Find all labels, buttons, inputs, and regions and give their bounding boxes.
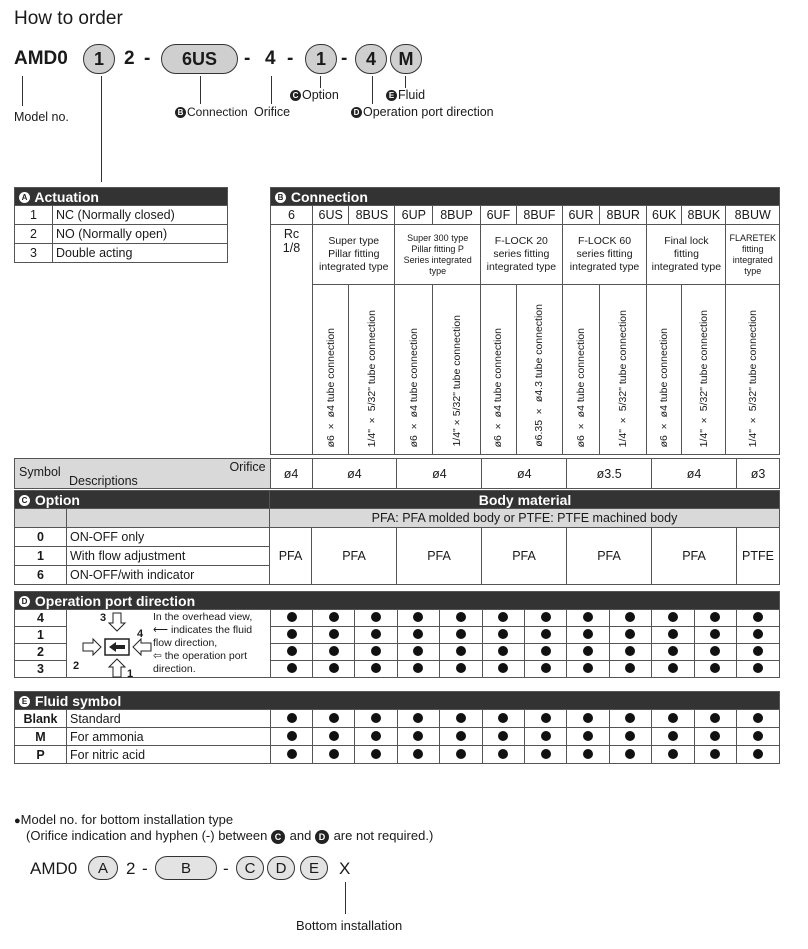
available-dot [668, 646, 678, 656]
table-cell: Super type Pillar fitting integrated type [313, 225, 395, 285]
available-dot [456, 612, 466, 622]
table-cell: 6UF [480, 206, 516, 225]
table-cell: 2 [15, 225, 53, 244]
available-dot [456, 629, 466, 639]
bottom-b: B [155, 856, 217, 880]
option-header: C Option [15, 491, 270, 509]
available-dot [541, 646, 551, 656]
available-dot [498, 713, 508, 723]
table-cell: ø4 [270, 459, 312, 489]
letter-a-icon: A [19, 192, 30, 203]
table-cell: 1/4" × 5/32" tube connection [746, 309, 759, 447]
table-cell: 1 [15, 547, 67, 566]
bottom-e: E [300, 856, 328, 880]
available-dot [668, 749, 678, 759]
table-cell: 1 [15, 206, 53, 225]
table-cell: 1/4"×5/32" tube connection [450, 315, 463, 447]
available-dot [541, 731, 551, 741]
available-dot [371, 629, 381, 639]
table-cell: NO (Normally open) [53, 225, 228, 244]
model-code [14, 44, 454, 74]
material-cell: PFA [652, 528, 737, 585]
available-dot [710, 663, 720, 673]
available-dot [668, 663, 678, 673]
body-note: PFA: PFA molded body or PTFE: PTFE machined body [270, 509, 780, 528]
table-cell: F-LOCK 20 series fitting integrated type [480, 225, 562, 285]
available-dot [753, 629, 763, 639]
bottom-note-2: (Orifice indication and hyphen (-) between C and D are not required.) [26, 828, 434, 843]
available-dot [329, 646, 339, 656]
available-dot [287, 646, 297, 656]
table-cell: For nitric acid [67, 746, 271, 764]
available-dot [329, 731, 339, 741]
table-cell: 6UR [562, 206, 599, 225]
table-cell: Final lock fitting integrated type [647, 225, 726, 285]
port-2-label: 2 [73, 660, 80, 672]
bottom-a: A [88, 856, 118, 880]
port-1-label: 1 [127, 668, 134, 680]
available-dot [329, 629, 339, 639]
actuation-table [14, 187, 228, 263]
available-dot [668, 713, 678, 723]
table-cell: 2 [15, 644, 67, 661]
letter-c-icon: C [290, 90, 301, 101]
group-row [271, 225, 780, 285]
orifice-table [14, 458, 780, 489]
table-cell: Blank [15, 710, 67, 728]
table-cell: ON-OFF only [67, 528, 270, 547]
available-dot [625, 663, 635, 673]
table-cell: ø4 [312, 459, 397, 489]
available-dot [668, 612, 678, 622]
hyphen: - [287, 48, 294, 69]
available-dot [583, 713, 593, 723]
table-cell: 8BUF [516, 206, 562, 225]
available-dot [456, 646, 466, 656]
table-cell: P [15, 746, 67, 764]
available-dot [583, 749, 593, 759]
page-title: How to order [14, 8, 123, 29]
table-cell: For ammonia [67, 728, 271, 746]
table-cell: Standard [67, 710, 271, 728]
table-cell: 3 [15, 661, 67, 678]
available-dot [541, 663, 551, 673]
table-cell: ø3.5 [567, 459, 652, 489]
table-cell: 4 [15, 610, 67, 627]
available-dot [498, 646, 508, 656]
material-cell: PTFE [737, 528, 780, 585]
letter-c-icon: C [19, 495, 30, 506]
available-dot [625, 629, 635, 639]
table-cell: ø6 × ø4 tube connection [324, 327, 337, 447]
table-cell: 8BUR [600, 206, 647, 225]
table-cell: Rc 1/8 [271, 225, 313, 455]
available-dot [753, 731, 763, 741]
available-dot [287, 612, 297, 622]
direction-note: In the overhead view, ⟵ indicates the fluid flow direction, ⇦ the operation port direction. [153, 611, 253, 675]
letter-b-icon: B [275, 192, 286, 203]
available-dot [371, 713, 381, 723]
available-dot [371, 749, 381, 759]
available-dot [329, 612, 339, 622]
available-dot [753, 646, 763, 656]
table-cell: ø6 × ø4 tube connection [492, 327, 505, 447]
table-cell: 1/4" × 5/32" tube connection [697, 309, 710, 447]
orifice-digit: 2 [124, 48, 135, 69]
direction-callout: D Operation port direction [351, 105, 494, 119]
actuation-code: 1 [83, 44, 115, 74]
available-dot [753, 663, 763, 673]
available-dot [753, 749, 763, 759]
table-cell: 3 [15, 244, 53, 263]
available-dot [287, 749, 297, 759]
table-cell: ø6 × ø4 tube connection [407, 327, 420, 447]
available-dot [413, 646, 423, 656]
available-dot [498, 749, 508, 759]
available-dot [413, 612, 423, 622]
table-cell: ø6 × ø4 tube connection [658, 327, 671, 447]
available-dot [287, 629, 297, 639]
connection-header: B Connection [271, 188, 780, 206]
letter-d-icon: D [315, 830, 329, 844]
available-dot [710, 629, 720, 639]
available-dot [583, 731, 593, 741]
fluid-table [14, 691, 780, 764]
body-material-header: Body material [270, 491, 780, 509]
symbol-label: Symbol [19, 465, 61, 479]
orifice-label: Orifice [229, 460, 266, 474]
table-cell: ø4 [482, 459, 567, 489]
model-prefix: AMD0 [14, 48, 68, 69]
available-dot [710, 749, 720, 759]
direction-code: 4 [355, 44, 387, 74]
letter-b-icon: B [175, 107, 186, 118]
available-dot [668, 629, 678, 639]
table-cell: M [15, 728, 67, 746]
option-callout: C Option [290, 88, 339, 102]
material-cell: PFA [270, 528, 312, 585]
port-3-label: 3 [100, 612, 107, 624]
table-cell: 1 [15, 627, 67, 644]
table-cell: FLARETEK fitting integrated type [726, 225, 780, 285]
available-dot [456, 663, 466, 673]
table-cell: 6UP [395, 206, 433, 225]
available-dot [371, 731, 381, 741]
available-dot [753, 713, 763, 723]
available-dot [583, 646, 593, 656]
port-4-label: 4 [137, 628, 144, 640]
model-no-label: Model no. [14, 110, 69, 124]
available-dot [413, 731, 423, 741]
available-dot [329, 749, 339, 759]
table-cell: 8BUW [726, 206, 780, 225]
table-cell: 0 [15, 528, 67, 547]
available-dot [710, 646, 720, 656]
available-dot [625, 612, 635, 622]
letter-e-icon: E [19, 696, 30, 707]
available-dot [371, 646, 381, 656]
letter-c-icon: C [271, 830, 285, 844]
descriptions-label: Descriptions [69, 474, 138, 488]
available-dot [456, 713, 466, 723]
available-dot [287, 713, 297, 723]
available-dot [625, 749, 635, 759]
hyphen: - [341, 48, 348, 69]
material-cell: PFA [567, 528, 652, 585]
actuation-header: A Actuation [15, 188, 228, 206]
bottom-d: D [267, 856, 295, 880]
available-dot [413, 749, 423, 759]
available-dot [329, 663, 339, 673]
available-dot [498, 663, 508, 673]
table-cell: 6UK [647, 206, 682, 225]
direction-header: D Operation port direction [15, 592, 780, 610]
table-cell: 1/4" × 5/32" tube connection [365, 309, 378, 447]
available-dot [625, 731, 635, 741]
letter-e-icon: E [386, 90, 397, 101]
orifice-code: 4 [265, 48, 276, 69]
table-cell: F-LOCK 60 series fitting integrated type [562, 225, 646, 285]
bottom-two: 2 [126, 859, 136, 878]
hyphen: - [223, 859, 229, 878]
fluid-header: E Fluid symbol [15, 692, 780, 710]
available-dot [583, 663, 593, 673]
bottom-model-code [30, 856, 370, 884]
bottom-prefix: AMD0 [30, 859, 78, 878]
table-cell: 8BUK [682, 206, 726, 225]
table-cell: 6 [15, 566, 67, 585]
flow-direction-icon [69, 611, 155, 679]
table-cell: With flow adjustment [67, 547, 270, 566]
letter-d-icon: D [19, 596, 30, 607]
hyphen: - [244, 48, 251, 69]
table-cell: 8BUS [349, 206, 395, 225]
available-dot [413, 629, 423, 639]
available-dot [625, 646, 635, 656]
available-dot [710, 612, 720, 622]
bottom-installation-label: Bottom installation [296, 918, 403, 933]
option-table [14, 490, 780, 585]
table-cell: 6 [271, 206, 313, 225]
available-dot [541, 612, 551, 622]
fluid-callout: E Fluid [386, 88, 425, 102]
available-dot [583, 629, 593, 639]
material-cell: PFA [312, 528, 397, 585]
table-cell: ON-OFF/with indicator [67, 566, 270, 585]
connection-callout: B Connection [175, 105, 248, 119]
bottom-c: C [236, 856, 264, 880]
hyphen: - [142, 859, 148, 878]
available-dot [541, 713, 551, 723]
available-dot [541, 629, 551, 639]
direction-diagram [67, 610, 271, 678]
table-cell: Super 300 type Pillar fitting P Series integrated type [395, 225, 480, 285]
table-cell: 6US [313, 206, 349, 225]
hyphen: - [144, 48, 151, 69]
letter-d-icon: D [351, 107, 362, 118]
available-dot [710, 713, 720, 723]
orifice-callout: Orifice [254, 105, 291, 119]
available-dot [498, 629, 508, 639]
connection-code: 6US [161, 44, 238, 74]
table-cell: ø4 [397, 459, 482, 489]
available-dot [541, 749, 551, 759]
direction-table [14, 591, 780, 678]
table-cell: ø6.35 × ø4.3 tube connection [533, 304, 546, 447]
available-dot [371, 612, 381, 622]
table-cell: 1/4" × 5/32" tube connection [617, 309, 630, 447]
available-dot [668, 731, 678, 741]
available-dot [371, 663, 381, 673]
connection-table [270, 187, 780, 455]
table-cell: ø3 [737, 459, 780, 489]
available-dot [456, 749, 466, 759]
available-dot [287, 731, 297, 741]
available-dot [753, 612, 763, 622]
tube-row [271, 285, 780, 455]
fluid-code: M [390, 44, 422, 74]
symbol-desc-header [15, 459, 271, 489]
material-cell: PFA [482, 528, 567, 585]
table-cell: 8BUP [433, 206, 481, 225]
available-dot [329, 713, 339, 723]
available-dot [498, 731, 508, 741]
material-cell: PFA [397, 528, 482, 585]
bottom-x: X [339, 859, 351, 878]
available-dot [413, 663, 423, 673]
table-cell: ø6 × ø4 tube connection [574, 327, 587, 447]
available-dot [287, 663, 297, 673]
available-dot [413, 713, 423, 723]
available-dot [456, 731, 466, 741]
bottom-note-1: ●Model no. for bottom installation type [14, 812, 234, 827]
code-row [271, 206, 780, 225]
option-code: 1 [305, 44, 337, 74]
table-cell: ø4 [652, 459, 737, 489]
table-cell: Double acting [53, 244, 228, 263]
available-dot [583, 612, 593, 622]
available-dot [625, 713, 635, 723]
available-dot [498, 612, 508, 622]
available-dot [710, 731, 720, 741]
table-cell: NC (Normally closed) [53, 206, 228, 225]
